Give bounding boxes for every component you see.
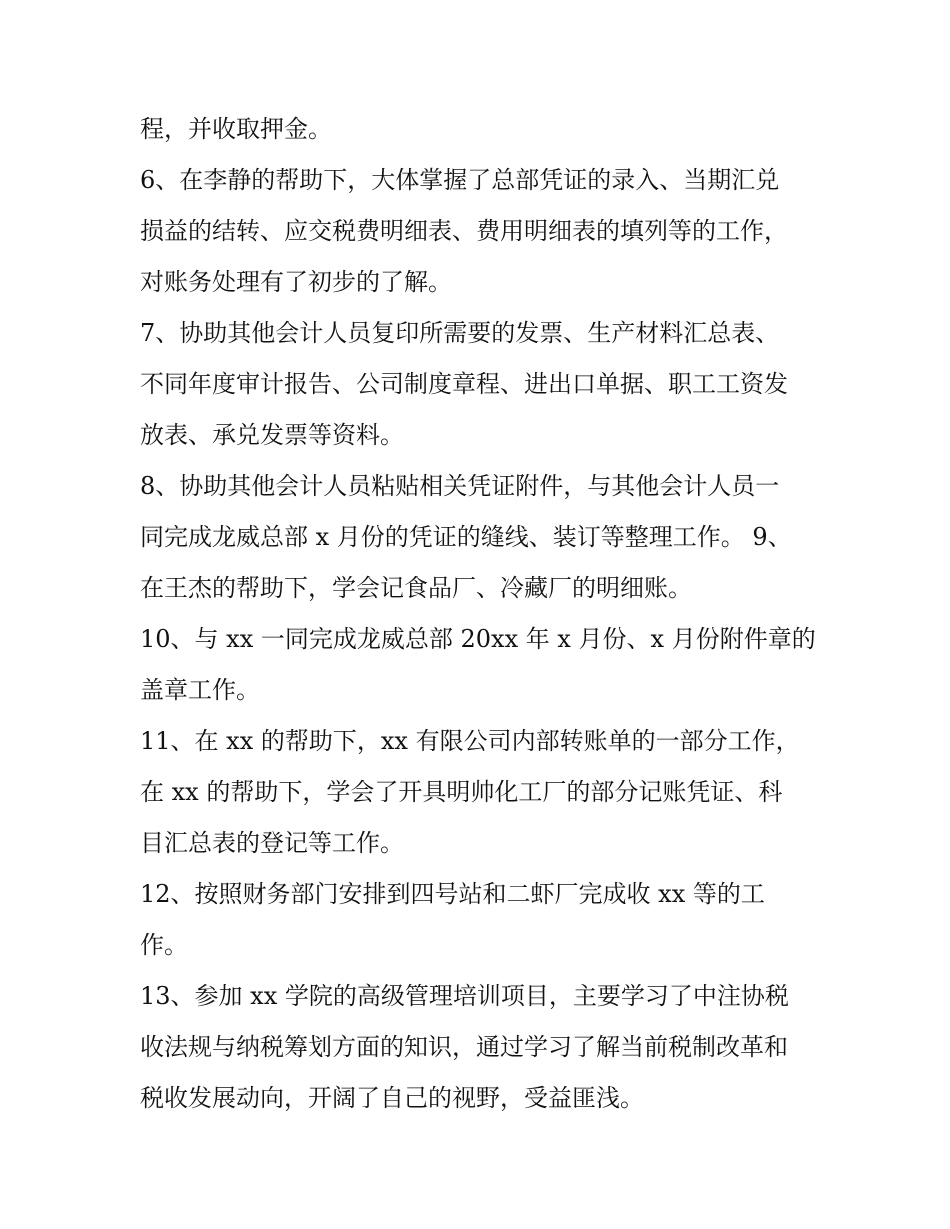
text-line: 收法规与纳税筹划方面的知识，通过学习了解当前税制改革和	[140, 1033, 788, 1061]
text-line: 8、协助其他会计人员粘贴相关凭证附件，与其他会计人员一	[140, 472, 780, 500]
text-line: 作。	[140, 931, 188, 959]
text-line: 12、按照财务部门安排到四号站和二虾厂完成收 xx 等的工	[140, 880, 765, 908]
text-line: 税收发展动向，开阔了自己的视野，受益匪浅。	[140, 1084, 644, 1112]
text-line: 对账务处理有了初步的了解。	[140, 268, 452, 296]
text-line: 11、在 xx 的帮助下，xx 有限公司内部转账单的一部分工作，	[140, 727, 800, 755]
text-line: 10、与 xx 一同完成龙威总部 20xx 年 x 月份、x 月份附件章的	[140, 625, 816, 653]
text-line: 同完成龙威总部 x 月份的凭证的缝线、装订等整理工作。 9、	[140, 523, 792, 551]
text-line: 7、协助其他会计人员复印所需要的发票、生产材料汇总表、	[140, 319, 780, 347]
text-line: 在 xx 的帮助下，学会了开具明帅化工厂的部分记账凭证、科	[140, 778, 783, 806]
text-line: 13、参加 xx 学院的高级管理培训项目，主要学习了中注协税	[140, 982, 789, 1010]
text-line: 放表、承兑发票等资料。	[140, 421, 404, 449]
text-line: 6、在李静的帮助下，大体掌握了总部凭证的录入、当期汇兑	[140, 166, 780, 194]
text-line: 程，并收取押金。	[140, 115, 332, 143]
text-line: 盖章工作。	[140, 676, 260, 704]
text-line: 目汇总表的登记等工作。	[140, 829, 404, 857]
document-body	[140, 104, 830, 1124]
text-line: 不同年度审计报告、公司制度章程、进出口单据、职工工资发	[140, 370, 788, 398]
text-line: 在王杰的帮助下，学会记食品厂、冷藏厂的明细账。	[140, 574, 692, 602]
text-line: 损益的结转、应交税费明细表、费用明细表的填列等的工作，	[140, 217, 788, 245]
